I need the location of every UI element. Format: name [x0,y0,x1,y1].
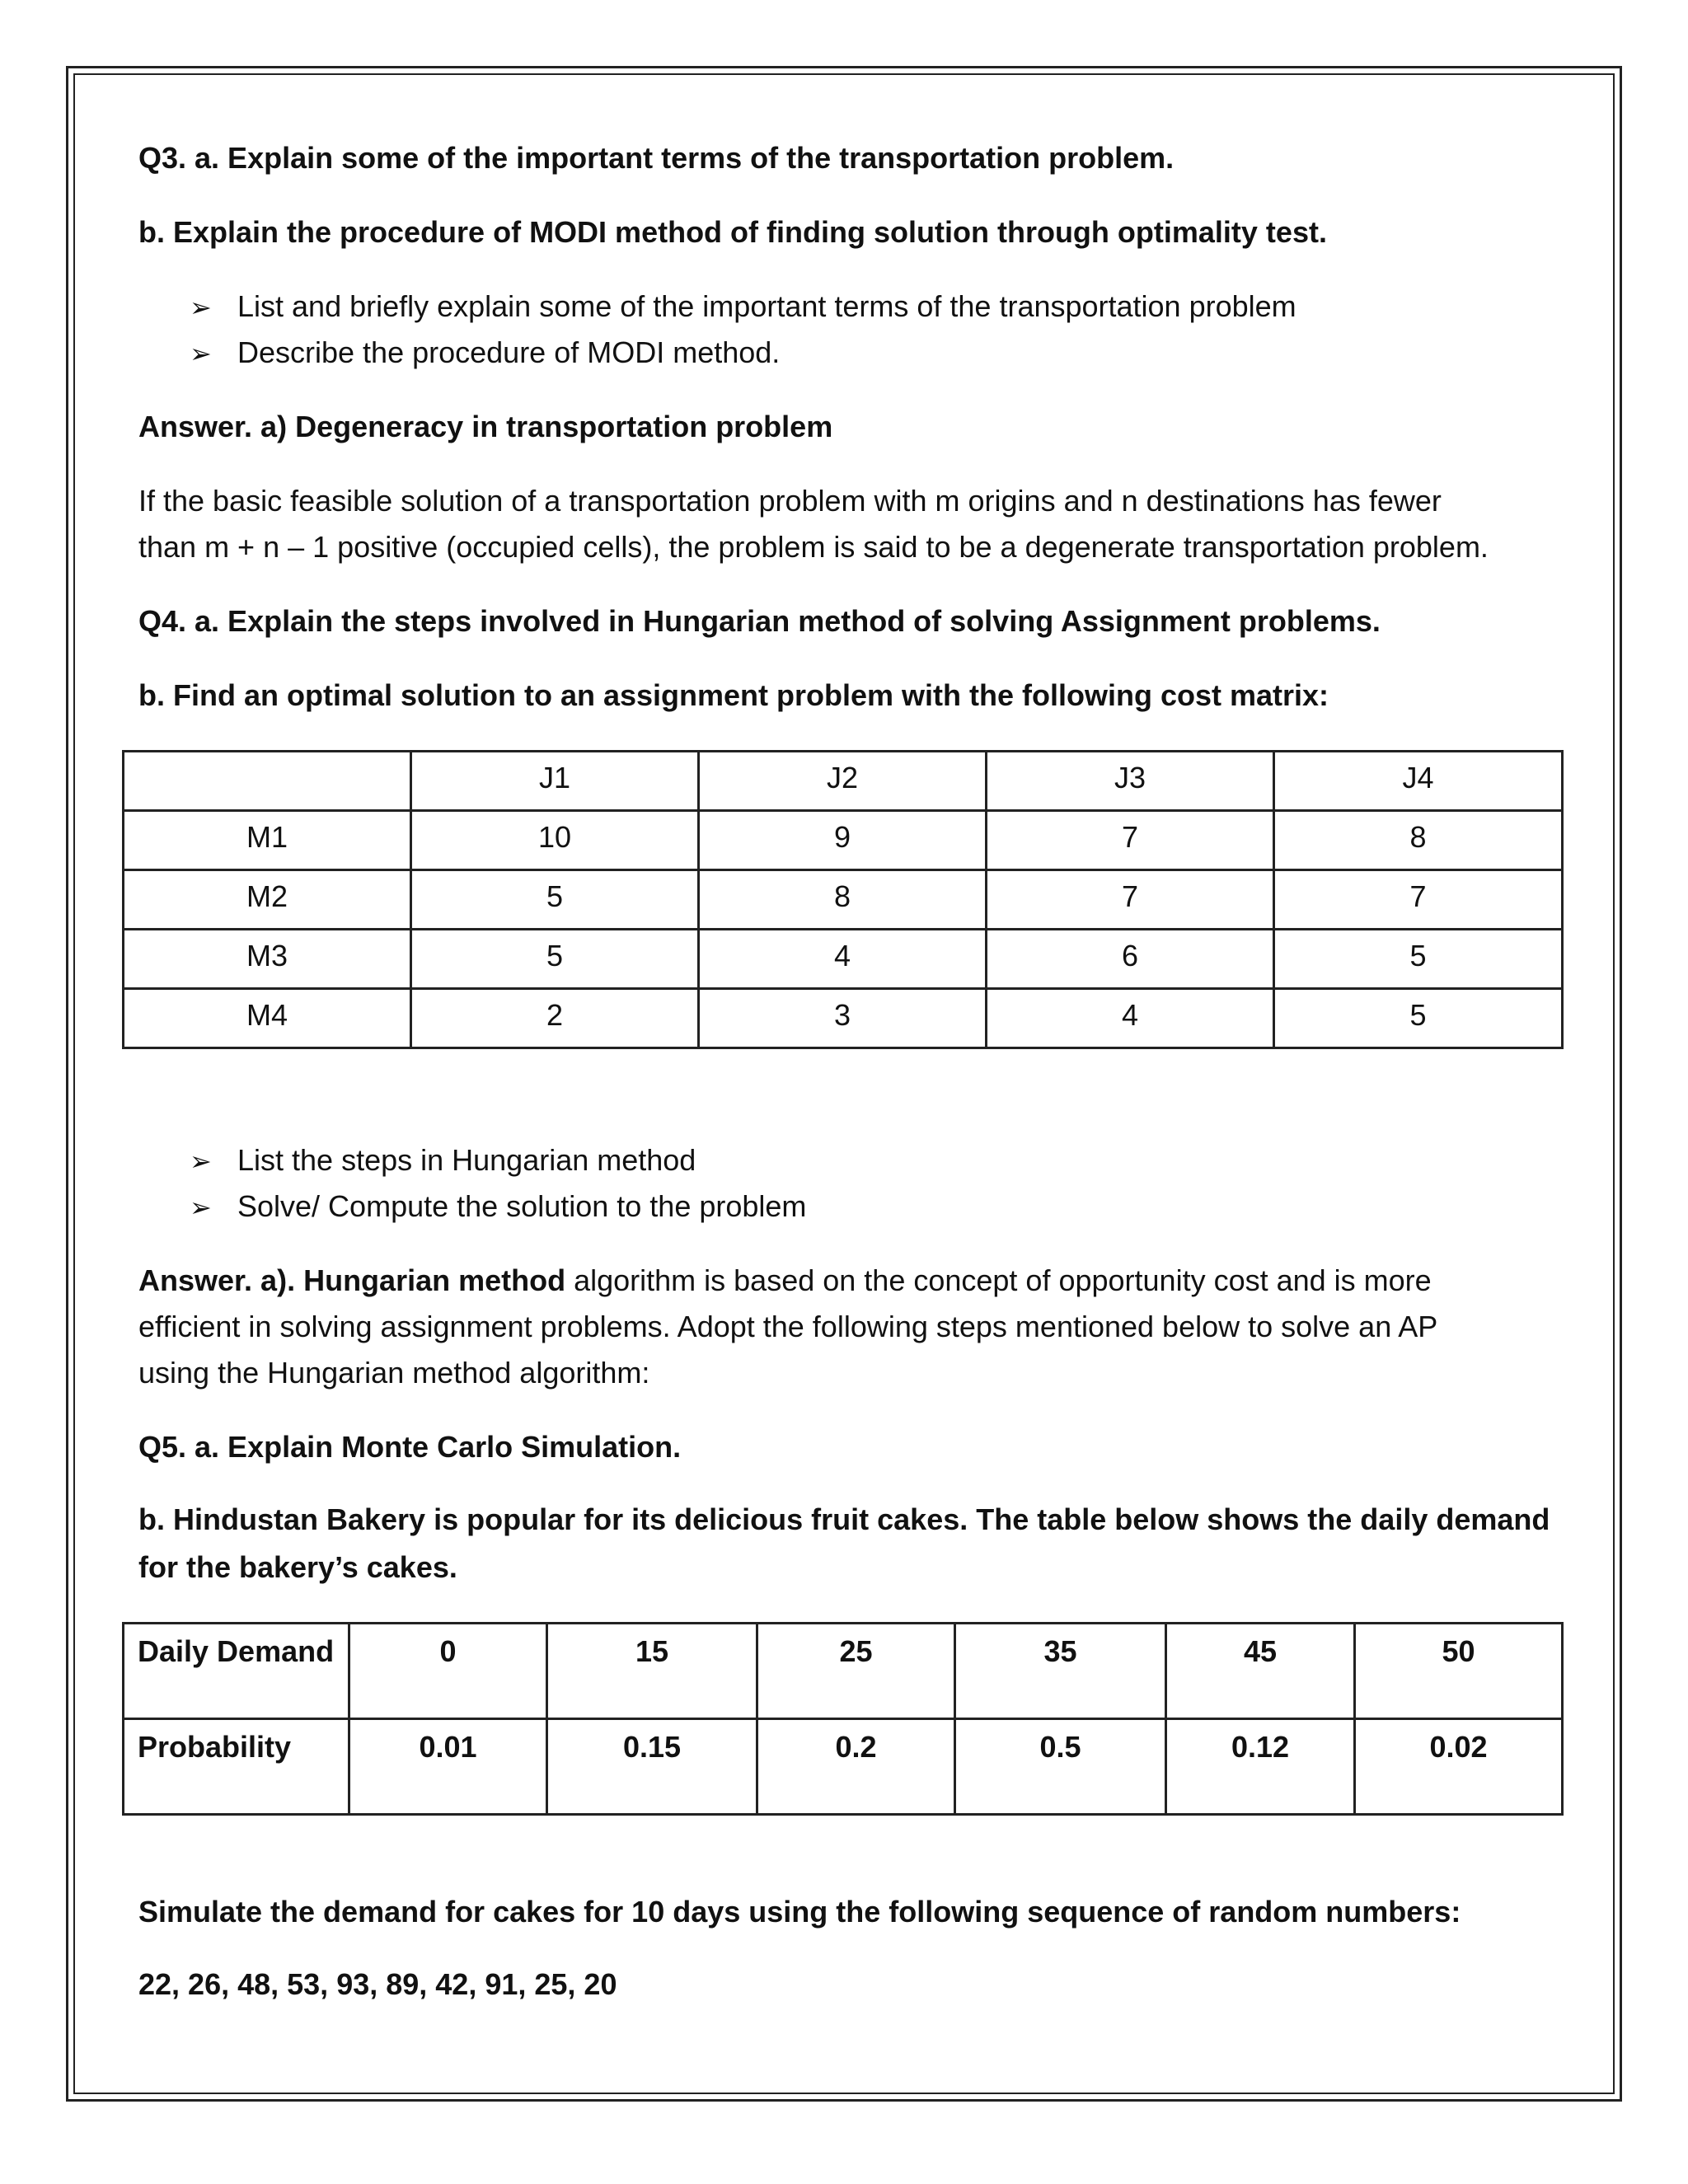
table-cell: M4 [124,989,411,1048]
table-cell: 8 [1274,811,1563,870]
table-cell: 5 [411,930,699,989]
table-row [124,989,1563,1048]
table-cell: M1 [124,811,411,870]
q3-b: b. Explain the procedure of MODI method of finding solution through optimality test. [138,215,1327,249]
q3-answer-line2: than m + n – 1 positive (occupied cells), the problem is said to be a degenerate transportation problem. [138,530,1489,564]
table-cell: 0.01 [349,1719,547,1815]
table-cell: 5 [1274,989,1563,1048]
table-cell: 0.2 [757,1719,955,1815]
q4-b: b. Find an optimal solution to an assignment problem with the following cost matrix: [138,678,1329,712]
table-cell: 0.15 [547,1719,757,1815]
arrow-bullet-icon: ➢ [190,1146,212,1176]
table-cell: Daily Demand [124,1624,349,1719]
table-cell: 6 [987,930,1274,989]
table-row [124,870,1563,930]
table-cell: 5 [411,870,699,930]
table-cell: J3 [987,752,1274,811]
table-cell: Probability [124,1719,349,1815]
table-cell: 4 [699,930,987,989]
table-row [124,1624,1563,1719]
table-cell: 0 [349,1624,547,1719]
table-cell: 9 [699,811,987,870]
cost-matrix-table [122,750,1564,1049]
table-cell: 2 [411,989,699,1048]
table-cell: 15 [547,1624,757,1719]
arrow-bullet-icon: ➢ [190,339,212,368]
table-cell: 45 [1166,1624,1355,1719]
q4-a: Q4. a. Explain the steps involved in Hungarian method of solving Assignment problems. [138,604,1381,638]
table-cell: 4 [987,989,1274,1048]
table-cell: M2 [124,870,411,930]
q5-b-line1: b. Hindustan Bakery is popular for its delicious fruit cakes. The table below shows the daily demand [138,1502,1550,1536]
table-cell [124,752,411,811]
table-cell: J4 [1274,752,1563,811]
table-cell: 7 [1274,870,1563,930]
table-row [124,1719,1563,1815]
q3-bullet-2: ➢ Describe the procedure of MODI method. [190,335,780,372]
table-cell: J1 [411,752,699,811]
q5-simulate: Simulate the demand for cakes for 10 days using the following sequence of random numbers: [138,1895,1461,1929]
q4-bullet-1: ➢ List the steps in Hungarian method [190,1142,696,1179]
table-row [124,811,1563,870]
q3-answer-line1: If the basic feasible solution of a transportation problem with m origins and n destinations has fewer [138,484,1442,518]
q3-answer-heading: Answer. a) Degeneracy in transportation problem [138,410,833,443]
q4-answer-line2: efficient in solving assignment problems. Adopt the following steps mentioned below to solve an AP [138,1310,1438,1343]
table-cell: 7 [987,811,1274,870]
table-cell: 8 [699,870,987,930]
q4-answer-prefix: Answer. a). Hungarian method [138,1263,566,1297]
arrow-bullet-icon: ➢ [190,1193,212,1222]
table-header-row [124,752,1563,811]
table-cell: 0.5 [955,1719,1166,1815]
table-cell: 25 [757,1624,955,1719]
q4-answer-line1: Answer. a). Hungarian method algorithm is based on the concept of opportunity cost and is more [138,1263,1432,1297]
table-cell: 50 [1355,1624,1563,1719]
table-cell: 7 [987,870,1274,930]
table-cell: 10 [411,811,699,870]
table-cell: 0.02 [1355,1719,1563,1815]
q3-bullet-1: ➢ List and briefly explain some of the important terms of the transportation problem [190,288,1296,326]
arrow-bullet-icon: ➢ [190,293,212,322]
q3-a: Q3. a. Explain some of the important terms of the transportation problem. [138,141,1175,175]
daily-demand-table [122,1622,1564,1816]
table-cell: J2 [699,752,987,811]
table-cell: 3 [699,989,987,1048]
table-cell: 5 [1274,930,1563,989]
table-cell: M3 [124,930,411,989]
table-cell: 0.12 [1166,1719,1355,1815]
q4-bullet-2: ➢ Solve/ Compute the solution to the problem [190,1188,806,1226]
q5-random-numbers: 22, 26, 48, 53, 93, 89, 42, 91, 25, 20 [138,1967,617,2001]
table-cell: 35 [955,1624,1166,1719]
table-row [124,930,1563,989]
q5-a: Q5. a. Explain Monte Carlo Simulation. [138,1430,682,1464]
q5-b-line2: for the bakery’s cakes. [138,1550,457,1584]
q4-answer-line3: using the Hungarian method algorithm: [138,1356,650,1390]
